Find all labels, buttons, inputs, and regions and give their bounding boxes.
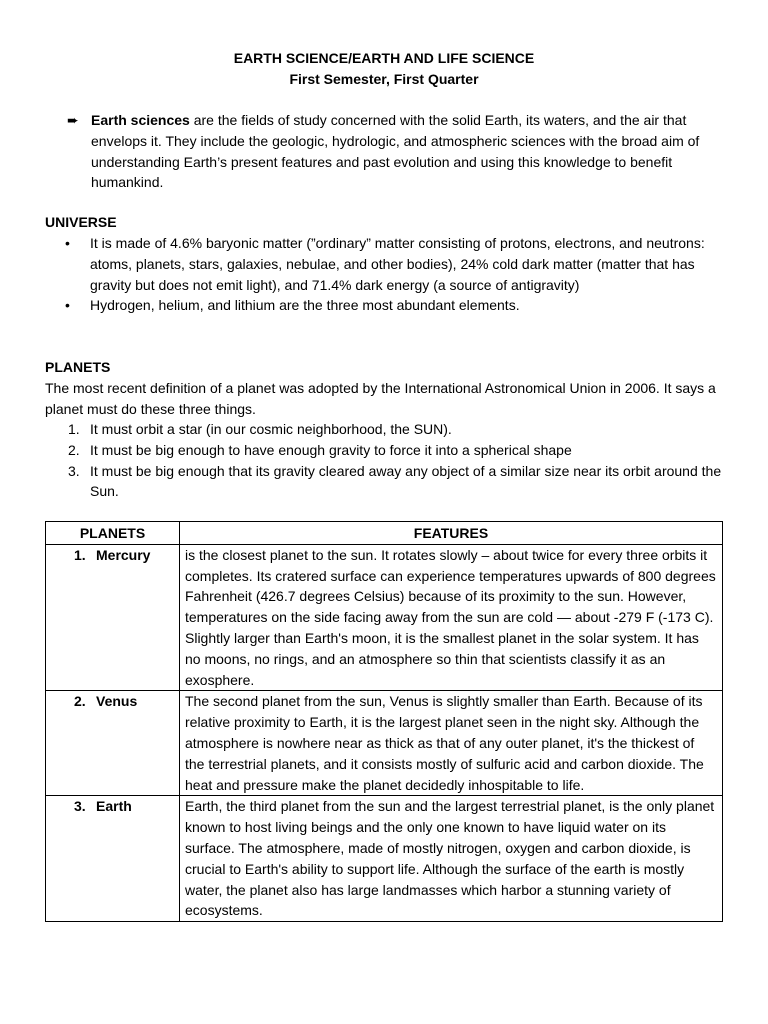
intro-term: Earth sciences [91,112,190,128]
list-item-number: 2. [68,441,80,458]
document-title: EARTH SCIENCE/EARTH AND LIFE SCIENCE [233,50,535,66]
planet-number: 2. [74,693,86,710]
planet-number: 3. [74,798,86,815]
bullet-dot-icon: • [65,297,70,314]
document-subtitle: First Semester, First Quarter [289,71,479,87]
list-item [62,461,727,503]
column-header-planets: PLANETS [46,522,180,545]
document-header [0,48,768,90]
list-item [62,440,727,461]
bullet-dot-icon: • [65,235,70,251]
planet-name: Venus [96,693,138,710]
table-row [46,691,723,796]
table-header-row [46,522,723,545]
universe-heading: UNIVERSE [45,214,117,230]
planet-features-cell: Earth, the third planet from the sun and the largest terrestrial planet, is the only planet known to host living beings and the only one known to have liquid water on its surface. The atmosphere, made of mostly nitrogen, oxygen and carbon dioxide, is crucial to Earth's ability to support life. Although the surface of the earth is mostly water, the planet also has large landmasses which harbor a stunning variety of ecosystems. [180,796,723,922]
list-item-text: Hydrogen, helium, and lithium are the three most abundant elements. [90,297,520,314]
table-row [46,544,723,691]
planet-name: Mercury [96,546,151,563]
planet-features-cell: The second planet from the sun, Venus is slightly smaller than Earth. Because of its relative proximity to Earth, it is the largest planet seen in the night sky. Although the atmosphere is nowhere near as thick as that of any outer planet, it's the thickest of the terrestrial planets, and it consists mostly of sulfuric acid and carbon dioxide. The heat and pressure make the planet decidedly inhospitable to life. [180,691,723,796]
list-item-text: It must orbit a star (in our cosmic neighborhood, the SUN). [90,421,452,437]
planet-definition-paragraph: The most recent definition of a planet was adopted by the International Astronomical Union in 2006. It says a planet must do these three things. [45,380,716,417]
column-header-features: FEATURES [180,522,723,545]
list-item [62,295,727,316]
list-item [62,233,727,295]
planet-name: Earth [96,798,132,815]
planet-name-cell [46,796,180,922]
planet-features-cell: is the closest planet to the sun. It rotates slowly – about twice for every three orbits it completes. Its cratered surface can experience temperatures upwards of 800 degrees Fahrenheit (426.7 degrees Celsius) because of its proximity to the sun. However, temperatures on the side facing away from the sun are cold — about -279 F (-173 C). Slightly larger than Earth's moon, it is the smallest planet in the solar system. It has no moons, no rings, and an atmosphere so thin that scientists classify it as an exosphere. [180,544,723,691]
planet-name-cell [46,691,180,796]
list-item-text: It must be big enough to have enough gravity to force it into a spherical shape [90,441,572,458]
planet-rules-list [62,419,727,502]
list-item-number: 3. [68,462,80,479]
list-item [62,419,727,440]
planets-heading: PLANETS [45,359,111,375]
arrow-bullet-icon: ➨ [67,112,79,128]
list-item-text: It must be big enough that its gravity cleared away any object of a similar size near its orbit around the Sun. [90,462,722,500]
planet-name-cell [46,544,180,691]
list-item-number: 1. [68,421,80,437]
intro-text: are the fields of study concerned with the solid Earth, its waters, and the air that envelops it. They include the geologic, hydrologic, and atmospheric sciences with the broad aim of understanding Earth’s present features and past evolution and using this knowledge to benefit humankind. [91,112,700,191]
list-item-text: It is made of 4.6% baryonic matter (”ordinary” matter consisting of protons, electrons, and neutrons: atoms, planets, stars, galaxies, nebulae, and other bodies), 24% cold dark matter (matter that has gravity but does not emit light), and 71.4% dark energy (a source of antigravity) [90,235,705,293]
universe-list [62,233,727,316]
table-row [46,796,723,922]
intro-paragraph [67,110,727,193]
planets-table [45,521,723,922]
planet-number: 1. [74,546,86,563]
